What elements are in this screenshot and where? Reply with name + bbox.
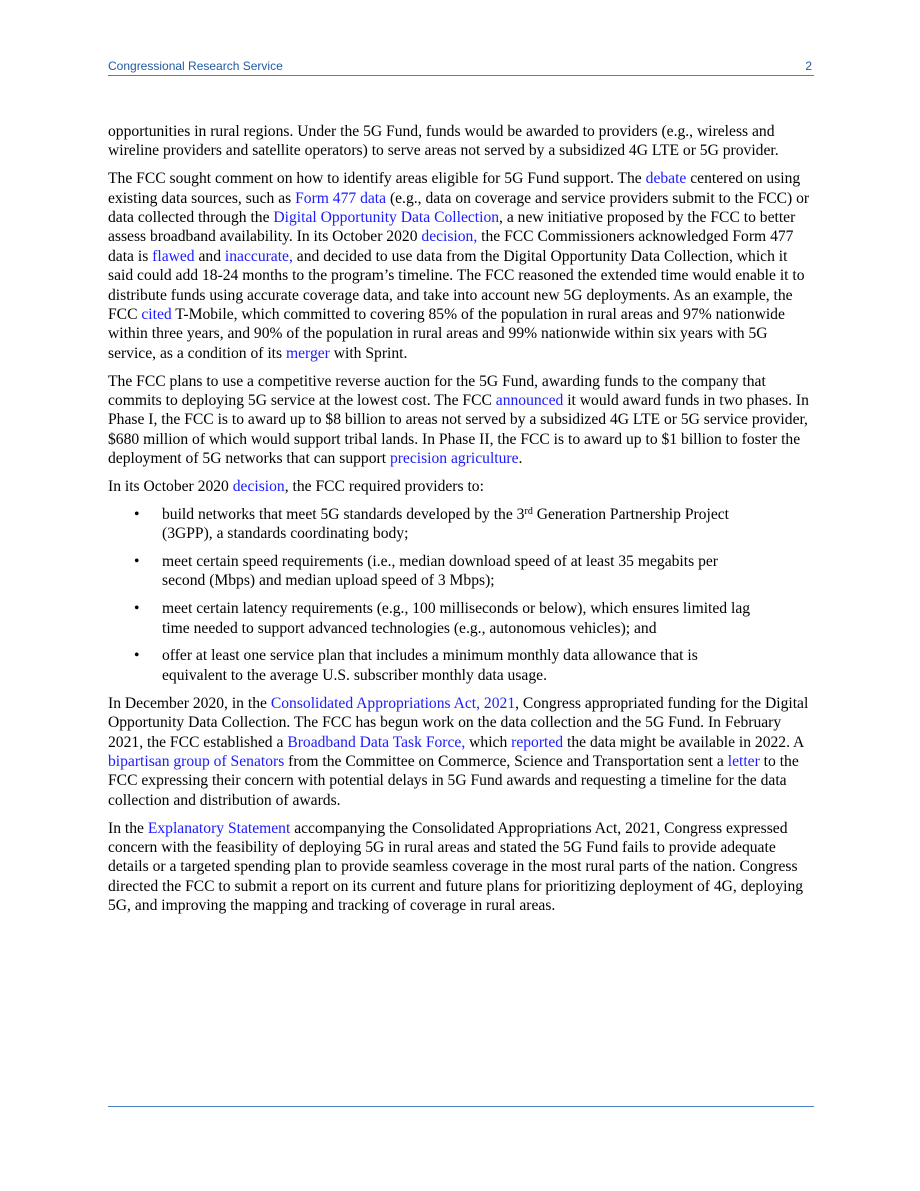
text-run: In December 2020, in the xyxy=(108,694,271,712)
link-flawed[interactable]: flawed xyxy=(152,247,195,265)
text-run: offer at least one service plan that includes a minimum monthly data allowance that is equivalent to the average U.S. subscriber monthly data usage. xyxy=(162,647,698,684)
text-run: accompanying the Consolidated Appropriations Act, 2021, Congress expressed concern with the feasibility of deploying 5G in rural areas and stated the 5G Fund fails to provide adequate details or a targeted spending plan to provide seamless coverage in the most rural parts of the nation. Congress directed the FCC to submit a report on its current and future plans for prioritizing deployment of 4G, deploying 5G, and improving the mapping and tracking of coverage in rural areas. xyxy=(108,819,804,915)
link-reported[interactable]: reported xyxy=(511,733,564,751)
list-item xyxy=(108,646,756,685)
text-run: The FCC sought comment on how to identify areas eligible for 5G Fund support. The xyxy=(108,170,646,188)
bullet-icon: • xyxy=(134,505,140,523)
page-header xyxy=(108,57,814,76)
header-publisher: Congressional Research Service xyxy=(108,59,283,73)
text-run: Generation Partnership Project (3GPP), a standards coordinating body; xyxy=(162,505,729,543)
text-run: , a new initiative proposed by the FCC to better assess broadband availability. In its October 2020 xyxy=(108,209,796,246)
text-run: the data might be available in 2022. A xyxy=(563,733,804,751)
link-inaccurate[interactable]: inaccurate, xyxy=(224,247,293,265)
link-announced[interactable]: announced xyxy=(495,392,564,410)
link-merger[interactable]: merger xyxy=(285,344,330,362)
text-run: The FCC plans to use a competitive reverse auction for the 5G Fund, awarding funds to the company that commits to deploying 5G service at the lowest cost. The FCC xyxy=(108,372,766,410)
text-run: the FCC Commissioners acknowledged Form 477 data is xyxy=(108,228,794,265)
link-precision-agriculture[interactable]: precision agriculture xyxy=(389,450,519,468)
link-letter[interactable]: letter xyxy=(727,752,760,770)
link-form-477-data[interactable]: Form 477 data xyxy=(295,189,387,207)
footer-divider xyxy=(108,1106,814,1107)
list-item xyxy=(108,505,756,544)
text-run: build networks that meet 5G standards developed by the 3 xyxy=(162,505,525,523)
link-digital-opportunity-data-collection[interactable]: Digital Opportunity Data Collection xyxy=(273,209,500,227)
text-run: from the Committee on Commerce, Science and Transportation sent a xyxy=(284,752,728,770)
text-run: to the FCC expressing their concern with potential delays in 5G Fund awards and requesting a timeline for the data collection and distribution of awards. xyxy=(108,752,799,809)
link-consolidated-appropriations-act[interactable]: Consolidated Appropriations Act, 2021 xyxy=(270,694,516,712)
list-item xyxy=(108,552,756,591)
text-run: . xyxy=(518,450,523,468)
text-run: (e.g., data on coverage and service providers submit to the FCC) or data collected through the xyxy=(108,189,810,227)
text-run: and decided to use data from the Digital Opportunity Data Collection, which it said could add 18-24 months to the program’s timeline. The FCC reasoned the extended time would enable it to distribute funds using accurate coverage data, and take into account new 5G deployments. As an example, the FCC xyxy=(108,247,805,324)
bullet-icon: • xyxy=(134,553,140,571)
body-text xyxy=(108,122,814,924)
text-run: centered on using existing data sources, such as xyxy=(108,170,801,207)
text-run: , the FCC required providers to: xyxy=(284,478,484,496)
paragraph-eligibility xyxy=(108,169,814,363)
link-debate[interactable]: debate xyxy=(645,170,687,188)
link-decision[interactable]: decision xyxy=(232,478,285,496)
list-item xyxy=(108,599,756,638)
paragraph-reverse-auction xyxy=(108,372,814,469)
paragraph-5g-fund-intro xyxy=(108,122,814,161)
superscript: rd xyxy=(524,505,533,517)
link-decision[interactable]: decision, xyxy=(421,228,478,246)
text-run: with Sprint. xyxy=(329,344,408,362)
text-run: In its October 2020 xyxy=(108,478,233,496)
requirements-list xyxy=(108,505,814,685)
text-run: and xyxy=(194,247,225,265)
paragraph-explanatory-statement xyxy=(108,819,814,916)
text-run: T-Mobile, which committed to covering 85% of the population in rural areas and 97% nationwide within three years, and 90% of the population in rural areas and 99% nationwide within six years with 5G service, as a condition of its xyxy=(108,306,785,362)
text-run: it would award funds in two phases. In Phase I, the FCC is to award up to $8 billion to areas not served by a subsidized 4G LTE or 5G service provider, $680 million of which would support tribal lands. In Phase II, the FCC is to award up to $1 billion to foster the deployment of 5G networks that can support xyxy=(108,392,809,468)
text-run: meet certain latency requirements (e.g., 100 milliseconds or below), which ensures limited lag time needed to support advanced technologies (e.g., autonomous vehicles); and xyxy=(162,600,751,637)
link-broadband-data-task-force[interactable]: Broadband Data Task Force, xyxy=(287,733,466,751)
paragraph-requirements-intro xyxy=(108,477,814,496)
header-page-number: 2 xyxy=(805,59,812,73)
text-run: In the xyxy=(108,819,148,837)
paragraph-appropriations xyxy=(108,694,814,810)
text-run: meet certain speed requirements (i.e., median download speed of at least 35 megabits per second (Mbps) and median upload speed of 3 Mbps); xyxy=(162,553,718,590)
link-cited[interactable]: cited xyxy=(141,306,172,324)
text-run: opportunities in rural regions. Under the 5G Fund, funds would be awarded to providers (e.g., wireless and wireline providers and satellite operators) to serve areas not served by a subsidized 4G LTE or 5G provider. xyxy=(108,123,779,160)
text-run: , Congress appropriated funding for the Digital Opportunity Data Collection. The FCC has begun work on the data collection and the 5G Fund. In February 2021, the FCC established a xyxy=(108,694,809,751)
link-bipartisan-group-of-senators[interactable]: bipartisan group of Senators xyxy=(108,752,285,770)
text-run: which xyxy=(465,733,512,751)
link-explanatory-statement[interactable]: Explanatory Statement xyxy=(147,819,291,837)
bullet-icon: • xyxy=(134,647,140,665)
bullet-icon: • xyxy=(134,600,140,618)
